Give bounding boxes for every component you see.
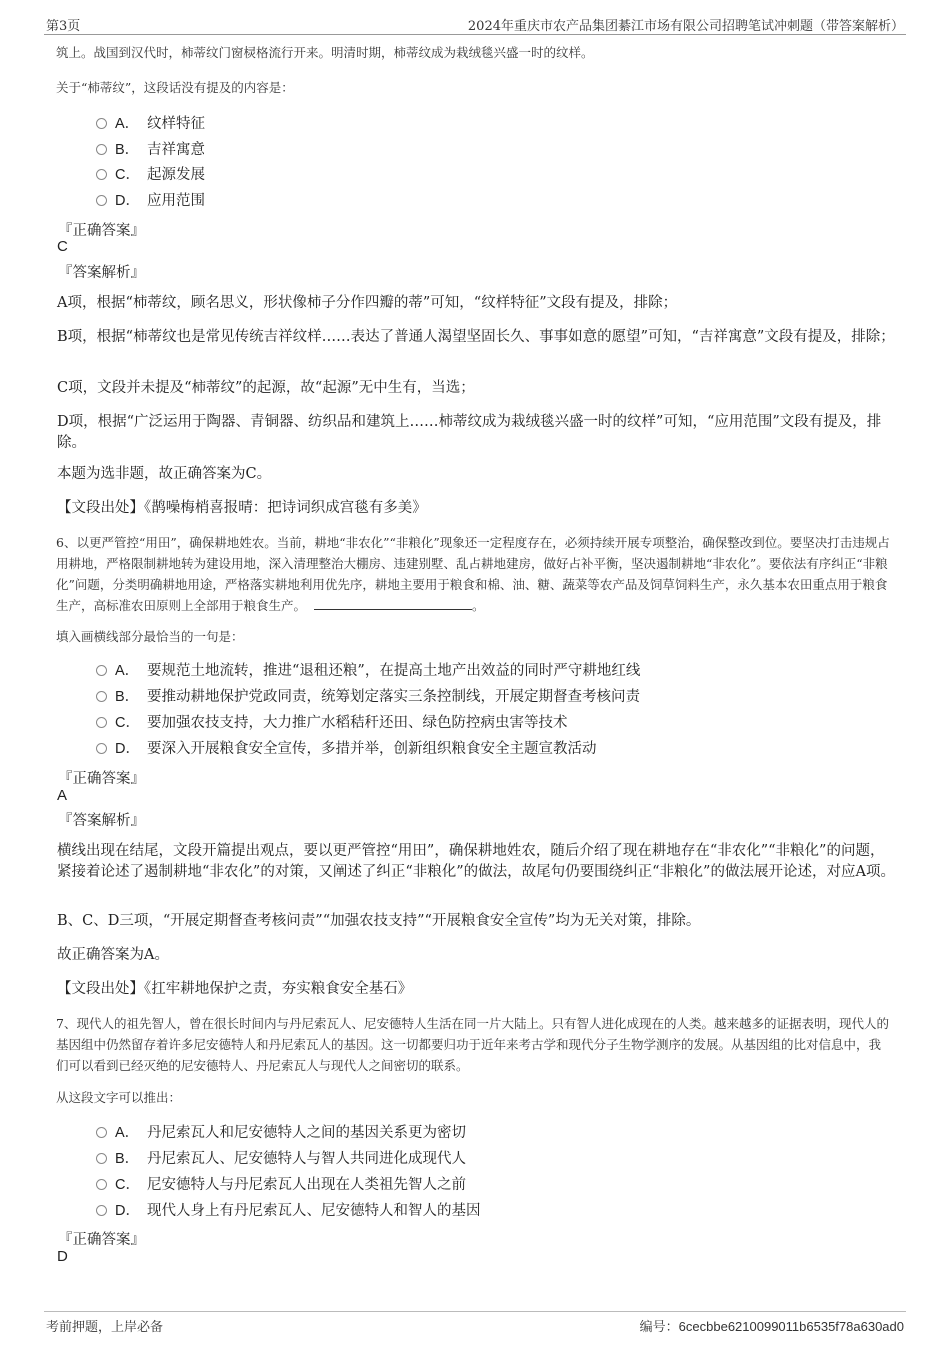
q6-option-a[interactable]: A． 要规范土地流转，推进“退租还粮”，在提高土地产出效益的同时严守耕地红线 [96, 660, 640, 682]
q7-answer-label: 『正确答案』 [58, 1232, 145, 1248]
radio-icon[interactable] [96, 169, 107, 180]
radio-icon[interactable] [96, 717, 107, 728]
q7-option-b[interactable]: B． 丹尼索瓦人、尼安德特人与智人共同进化成现代人 [96, 1148, 466, 1170]
q7-option-d[interactable]: D． 现代人身上有丹尼索瓦人、尼安德特人和智人的基因 [96, 1200, 481, 1222]
radio-icon[interactable] [96, 743, 107, 754]
q6-analysis-bcd: B、C、D三项，“开展定期督查考核问责”“加强农技支持”“开展粮食安全宣传”均为无关对策，排除。 [57, 913, 701, 929]
q5-answer-label: 『正确答案』 [58, 223, 145, 239]
q6-conclusion: 故正确答案为A。 [57, 947, 169, 963]
q6-analysis-label: 『答案解析』 [58, 813, 145, 829]
q6-option-d[interactable]: D． 要深入开展粮食安全宣传，多措并举，创新组织粮食安全主题宣教活动 [96, 738, 597, 760]
radio-icon[interactable] [96, 665, 107, 676]
radio-icon[interactable] [96, 195, 107, 206]
document-title: 2024年重庆市农产品集团綦江市场有限公司招聘笔试冲刺题（带答案解析） [467, 19, 904, 34]
q5-option-d[interactable]: D． 应用范围 [96, 190, 205, 212]
q6-option-b[interactable]: B． 要推动耕地保护党政同责，统筹划定落实三条控制线，开展定期督查考核问责 [96, 686, 640, 708]
page-footer [44, 1311, 906, 1338]
document-code: 编号：6cecbbe6210099011b6535f78a630ad0 [639, 1319, 904, 1334]
q6-source: 【文段出处】《扛牢耕地保护之责，夯实粮食安全基石》 [57, 981, 413, 997]
q7-answer: D [57, 1248, 68, 1265]
q5-analysis-a: A项，根据“柿蒂纹，顾名思义，形状像柿子分作四瓣的蒂”可知，“纹样特征”文段有提及，排除； [57, 295, 678, 311]
q6-answer-label: 『正确答案』 [58, 771, 145, 787]
q6-prompt: 填入画横线部分最恰当的一句是： [56, 629, 244, 644]
radio-icon[interactable] [96, 118, 107, 129]
q5-option-b[interactable]: B． 吉祥寓意 [96, 139, 205, 161]
q7-stem: 7、现代人的祖先智人，曾在很长时间内与丹尼索瓦人、尼安德特人生活在同一片大陆上。只有智人进化成现在的人类。越来越多的证据表明，现代人的基因组中仍然留存着许多尼安德特人和丹尼索瓦人的基因。这一切都要归功于近年来考古学和现代分子生物学测序的发展。从基因组的比对信息中，我们可以看到已经灭绝的尼安德特人、丹尼索瓦人与现代人之间密切的联系。 [56, 1016, 889, 1073]
q5-source: 【文段出处】《鹊噪梅梢喜报晴：把诗词织成宫毯有多美》 [57, 500, 427, 516]
q5-analysis-label: 『答案解析』 [58, 265, 145, 281]
q7-prompt: 从这段文字可以推出： [56, 1090, 182, 1105]
q5-prompt: 关于“柿蒂纹”，这段话没有提及的内容是： [56, 80, 294, 95]
radio-icon[interactable] [96, 1179, 107, 1190]
q5-analysis-c: C项，文段并未提及“柿蒂纹”的起源，故“起源”无中生有，当选； [57, 380, 475, 396]
q6-answer: A [57, 787, 68, 804]
q6-option-c[interactable]: C． 要加强农技支持，大力推广水稻秸秆还田、绿色防控病虫害等技术 [96, 712, 568, 734]
fill-blank [314, 596, 472, 610]
page-number: 第3页 [46, 19, 81, 34]
q7-option-a[interactable]: A． 丹尼索瓦人和尼安德特人之间的基因关系更为密切 [96, 1122, 466, 1144]
radio-icon[interactable] [96, 1127, 107, 1138]
radio-icon[interactable] [96, 1205, 107, 1216]
q5-passage-tail: 筑上。战国到汉代时，柿蒂纹门窗棂格流行开来。明清时期，柿蒂纹成为栽绒毯兴盛一时的纹样。 [56, 45, 594, 60]
q7-option-c[interactable]: C． 尼安德特人与丹尼索瓦人出现在人类祖先智人之前 [96, 1174, 466, 1196]
q6-stem: 6、以更严管控“用田”，确保耕地姓农。当前，耕地“非农化”“非粮化”现象还一定程度存在，必须持续开展专项整治，确保整改到位。要坚决打击违规占用耕地，严格限制耕地转为建设用地，深入清理整治大棚房、违建别墅、乱占耕地建房，做好占补平衡，坚决遏制耕地“非农化”。要依法有序纠正“非粮化”问题，分类明确耕地用途，严格落实耕地利用优先序，耕地主要用于粮食和棉、油、糖、蔬菜等农产品及饲草饲料生产，永久基本农田重点用于粮食生产，高标准农田原则上全部用于粮食生产。 。 [56, 535, 890, 613]
radio-icon[interactable] [96, 1153, 107, 1164]
radio-icon[interactable] [96, 144, 107, 155]
page-header [44, 12, 906, 35]
q5-option-a[interactable]: A． 纹样特征 [96, 113, 205, 135]
q6-analysis-main: 横线出现在结尾，文段开篇提出观点，要以更严管控“用田”，确保耕地姓农，随后介绍了现在耕地存在“非农化”“非粮化”的问题，紧接着论述了遏制耕地“非农化”的对策，又阐述了纠正“非粮化”的做法，故尾句仍要围绕纠正“非粮化”的做法展开论述，对应A项。 [57, 843, 895, 880]
footer-slogan: 考前押题，上岸必备 [46, 1320, 164, 1335]
radio-icon[interactable] [96, 691, 107, 702]
q5-conclusion: 本题为选非题，故正确答案为C。 [57, 466, 272, 482]
q5-answer: C [57, 238, 68, 255]
q5-option-c[interactable]: C． 起源发展 [96, 164, 205, 186]
q5-analysis-d: D项，根据“广泛运用于陶器、青铜器、纺织品和建筑上……柿蒂纹成为栽绒毯兴盛一时的纹样”可知，“应用范围”文段有提及，排除。 [57, 414, 882, 451]
q5-analysis-b: B项，根据“柿蒂纹也是常见传统吉祥纹样……表达了普通人渴望坚固长久、事事如意的愿望”可知，“吉祥寓意”文段有提及，排除； [57, 329, 895, 345]
